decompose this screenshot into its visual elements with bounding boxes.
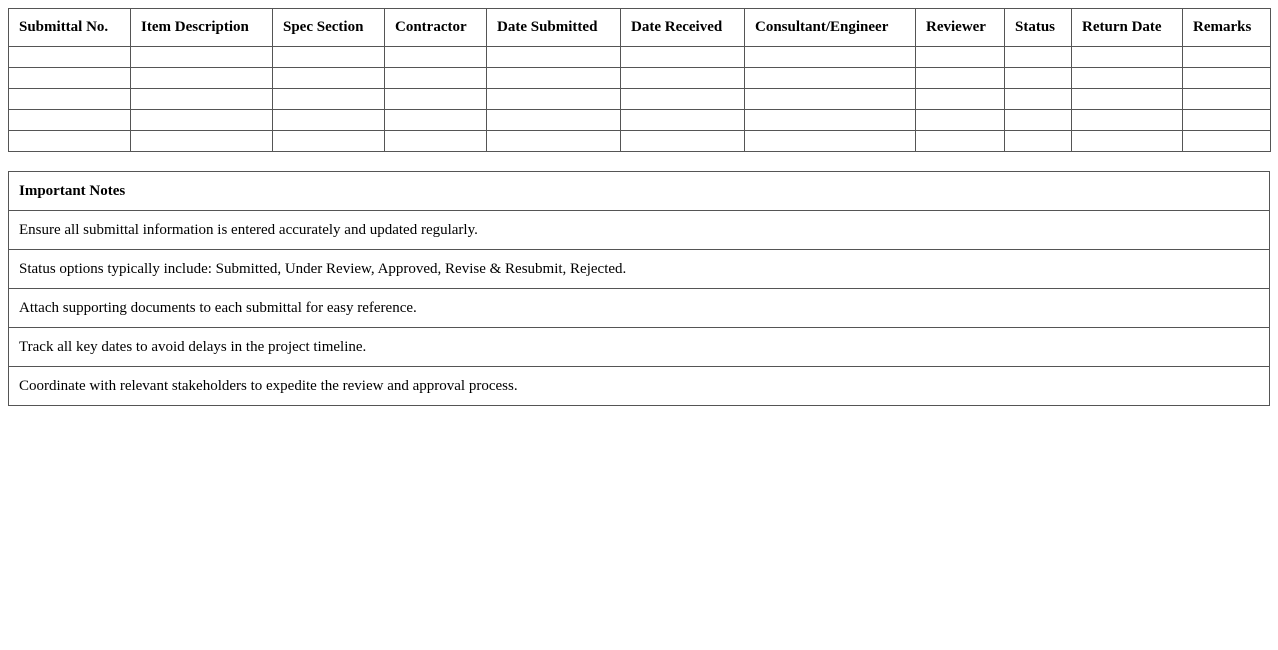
column-header-item-description: Item Description: [131, 9, 273, 47]
column-header-submittal-no: Submittal No.: [9, 9, 131, 47]
table-cell[interactable]: [621, 47, 745, 68]
table-cell[interactable]: [1005, 110, 1072, 131]
table-cell[interactable]: [9, 68, 131, 89]
table-cell[interactable]: [1072, 131, 1183, 152]
table-cell[interactable]: [273, 47, 385, 68]
table-header-row: [9, 9, 1271, 47]
table-cell[interactable]: [1072, 68, 1183, 89]
table-cell[interactable]: [385, 68, 487, 89]
table-cell[interactable]: [9, 89, 131, 110]
table-cell[interactable]: [916, 89, 1005, 110]
column-header-spec-section: Spec Section: [273, 9, 385, 47]
note-row: [9, 250, 1270, 289]
column-header-status: Status: [1005, 9, 1072, 47]
note-row: [9, 211, 1270, 250]
table-row: [9, 47, 1271, 68]
notes-header-row: [9, 172, 1270, 211]
table-row: [9, 68, 1271, 89]
table-cell[interactable]: [385, 131, 487, 152]
note-row: [9, 328, 1270, 367]
table-cell[interactable]: [1183, 110, 1271, 131]
table-cell[interactable]: [1183, 47, 1271, 68]
table-cell[interactable]: [745, 89, 916, 110]
column-header-date-submitted: Date Submitted: [487, 9, 621, 47]
note-row: [9, 367, 1270, 406]
table-cell[interactable]: [621, 131, 745, 152]
table-row: [9, 89, 1271, 110]
table-cell[interactable]: [9, 47, 131, 68]
table-cell[interactable]: [916, 68, 1005, 89]
table-cell[interactable]: [487, 131, 621, 152]
column-header-remarks: Remarks: [1183, 9, 1271, 47]
submittal-table-body: [9, 47, 1271, 152]
table-cell[interactable]: [131, 110, 273, 131]
note-item: Coordinate with relevant stakeholders to expedite the review and approval process.: [9, 367, 1270, 406]
note-item: Ensure all submittal information is entered accurately and updated regularly.: [9, 211, 1270, 250]
table-cell[interactable]: [745, 131, 916, 152]
table-cell[interactable]: [1183, 68, 1271, 89]
table-cell[interactable]: [916, 131, 1005, 152]
table-cell[interactable]: [745, 110, 916, 131]
table-cell[interactable]: [131, 68, 273, 89]
table-cell[interactable]: [131, 131, 273, 152]
column-header-return-date: Return Date: [1072, 9, 1183, 47]
table-cell[interactable]: [487, 89, 621, 110]
table-row: [9, 110, 1271, 131]
column-header-consultant-engineer: Consultant/Engineer: [745, 9, 916, 47]
table-cell[interactable]: [273, 131, 385, 152]
table-cell[interactable]: [916, 47, 1005, 68]
table-cell[interactable]: [621, 68, 745, 89]
note-item: Attach supporting documents to each submittal for easy reference.: [9, 289, 1270, 328]
table-cell[interactable]: [745, 68, 916, 89]
table-cell[interactable]: [131, 47, 273, 68]
table-cell[interactable]: [273, 68, 385, 89]
column-header-date-received: Date Received: [621, 9, 745, 47]
table-cell[interactable]: [1005, 68, 1072, 89]
column-header-reviewer: Reviewer: [916, 9, 1005, 47]
table-cell[interactable]: [385, 110, 487, 131]
table-cell[interactable]: [1005, 47, 1072, 68]
table-cell[interactable]: [487, 110, 621, 131]
note-row: [9, 289, 1270, 328]
table-cell[interactable]: [487, 47, 621, 68]
table-cell[interactable]: [273, 110, 385, 131]
note-item: Status options typically include: Submitted, Under Review, Approved, Revise & Resubmit, Rejected.: [9, 250, 1270, 289]
table-cell[interactable]: [916, 110, 1005, 131]
table-cell[interactable]: [1005, 131, 1072, 152]
note-item: Track all key dates to avoid delays in the project timeline.: [9, 328, 1270, 367]
table-cell[interactable]: [131, 89, 273, 110]
table-row: [9, 131, 1271, 152]
notes-title: Important Notes: [9, 172, 1270, 211]
table-cell[interactable]: [1005, 89, 1072, 110]
table-cell[interactable]: [385, 89, 487, 110]
table-cell[interactable]: [1072, 110, 1183, 131]
table-cell[interactable]: [1183, 131, 1271, 152]
important-notes-table: [8, 171, 1270, 406]
table-cell[interactable]: [621, 89, 745, 110]
table-cell[interactable]: [745, 47, 916, 68]
table-cell[interactable]: [1183, 89, 1271, 110]
table-cell[interactable]: [1072, 89, 1183, 110]
table-cell[interactable]: [9, 110, 131, 131]
table-cell[interactable]: [621, 110, 745, 131]
table-cell[interactable]: [385, 47, 487, 68]
table-cell[interactable]: [9, 131, 131, 152]
table-cell[interactable]: [1072, 47, 1183, 68]
column-header-contractor: Contractor: [385, 9, 487, 47]
submittal-log-table: [8, 8, 1271, 152]
table-cell[interactable]: [487, 68, 621, 89]
table-cell[interactable]: [273, 89, 385, 110]
